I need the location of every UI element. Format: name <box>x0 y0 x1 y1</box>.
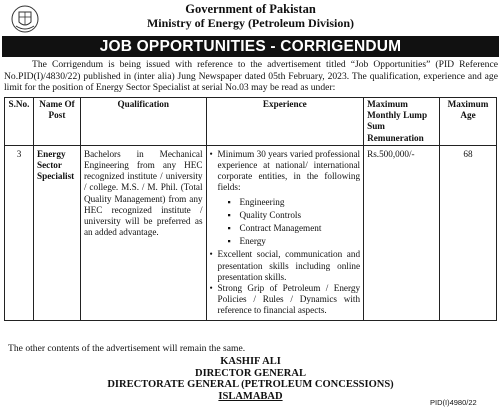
signatory-designation: DIRECTOR GENERAL <box>195 367 306 379</box>
field-item: Engineering <box>239 196 285 207</box>
bullet-icon: • <box>209 283 213 294</box>
square-bullet-icon: ▪ <box>227 223 231 234</box>
experience-item-1: Minimum 30 years varied professional experience at national/ international corporate entities, in the following fields: <box>217 148 361 193</box>
header-experience: Experience <box>206 98 364 146</box>
bullet-icon: • <box>209 249 213 260</box>
experience-item-2: Excellent social, communication and presentation skills including online presentation skills. <box>217 249 361 282</box>
table-row <box>5 145 497 320</box>
government-title: Government of Pakistan <box>185 2 316 16</box>
cell-post: Energy Sector Specialist <box>33 145 80 320</box>
experience-item-3: Strong Grip of Petroleum / Energy Policies / Rules / Dynamics with reference to financial aspects. <box>217 283 361 316</box>
experience-list <box>210 149 361 317</box>
cell-qualification: Bachelors in Mechanical Engineering from any HEC recognized institute / university / college. M.S. / M. Phil. (Total Quality Management) from any HEC recognized institute / university will be preferred as an added advantage. <box>80 145 206 320</box>
field-item: Energy <box>239 236 266 247</box>
square-bullet-icon: ▪ <box>227 209 231 220</box>
list-item <box>218 236 361 247</box>
cell-remuneration: Rs.500,000/- <box>364 145 440 320</box>
square-bullet-icon: ▪ <box>227 236 231 247</box>
signatory-city: ISLAMABAD <box>218 390 283 402</box>
list-item <box>210 149 361 248</box>
list-item <box>218 197 361 208</box>
positions-table <box>4 97 497 321</box>
experience-fields-list <box>218 197 361 248</box>
footer-note: The other contents of the advertisement will remain the same. <box>8 343 246 354</box>
cell-sno: 3 <box>5 145 34 320</box>
cell-age: 68 <box>440 145 497 320</box>
header-qualification: Qualification <box>80 98 206 146</box>
list-item <box>210 283 361 317</box>
square-bullet-icon: ▪ <box>227 196 231 207</box>
state-emblem-icon <box>10 4 40 34</box>
signatory-name: KASHIF ALI <box>220 356 281 367</box>
signatory-office: DIRECTORATE GENERAL (PETROLEUM CONCESSIONS) <box>107 379 394 390</box>
list-item <box>218 223 361 234</box>
signature-block <box>0 356 501 402</box>
document-header <box>0 2 501 30</box>
header-age: Maximum Age <box>440 98 497 146</box>
intro-paragraph: The Corrigendum is being issued with reference to the advertisement titled “Job Opportunities” (PID Reference No.PID(I)/4830/22) published in (inter alia) Jung Newspaper dated 05th February, 2023. The qualification, experience and age limit for the position of Energy Sector Specialist at serial No.03 may be read as under: <box>4 59 498 93</box>
table-header-row <box>5 98 497 146</box>
list-item <box>218 210 361 221</box>
header-post: Name Of Post <box>33 98 80 146</box>
header-remuneration: Maximum Monthly Lump Sum Remuneration <box>364 98 440 146</box>
list-item <box>210 249 361 283</box>
ministry-title: Ministry of Energy (Petroleum Division) <box>146 16 355 30</box>
bullet-icon: • <box>209 148 213 159</box>
page-title-banner: JOB OPPORTUNITIES - CORRIGENDUM <box>2 36 499 57</box>
pid-reference: PID(I)4980/22 <box>430 398 477 407</box>
field-item: Contract Management <box>239 223 322 234</box>
field-item: Quality Controls <box>239 209 302 220</box>
header-sno: S.No. <box>5 98 34 146</box>
cell-experience <box>206 145 364 320</box>
